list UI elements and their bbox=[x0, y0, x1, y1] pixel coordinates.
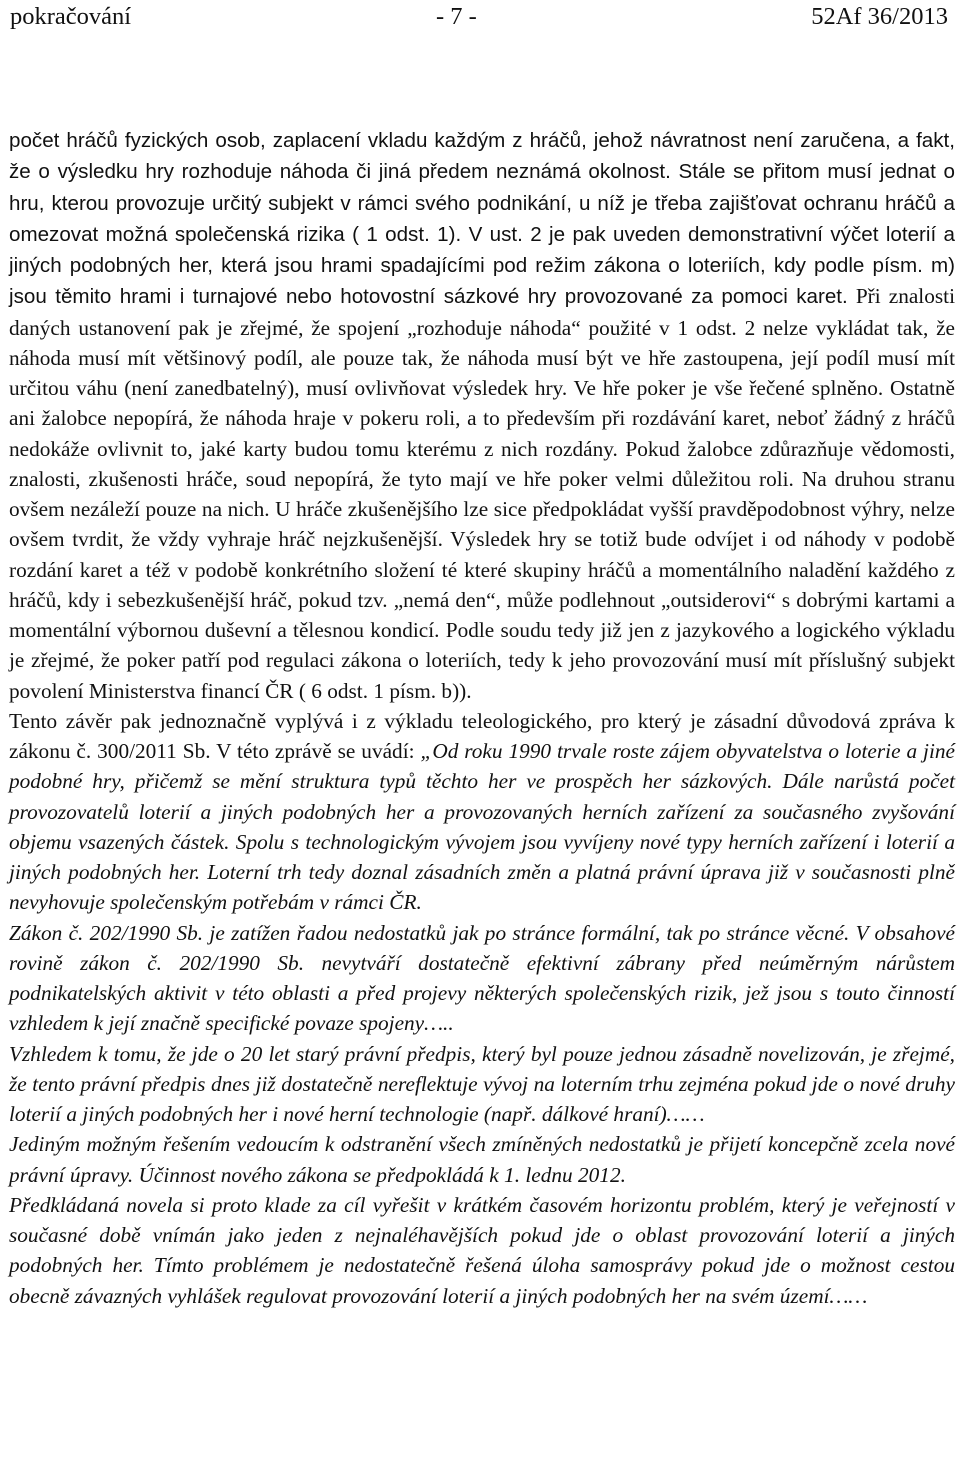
paragraph-run: Vzhledem k tomu, že jde o 20 let starý právní předpis, který byl pouze jednou zásadně novelizován, je zřejmé, že tento právní předpis dnes již dostatečně nereflektuje vývoj na loterním trhu zejména pokud jde o nové druhy loterií a jiných podobných her i nové herní technologie (např. dálkové hraní)…… bbox=[9, 1041, 955, 1126]
paragraph-run: Při znalosti daných ustanovení pak je zřejmé, že spojení „rozhoduje náhoda“ použité v 1 odst. 2 nelze vykládat tak, že náhoda musí mít většinový podíl, ale pouze tak, že náhoda musí být ve hře zastoupena, její podíl musí mít určitou váhu (není zanedbatelný), musí ovlivňovat výsledek hry. Ve hře poker je vše řečené splněno. Ostatně ani žalobce nepopírá, že náhoda hraje v pokeru roli, a to především při rozdávání karet, neboť žádný z hráčů nedokáže ovlivnit to, jaké karty budou tomu kterému z nich rozdány. Pokud žalobce zdůrazňuje vědomosti, znalosti, zkušenosti hráče, soud nepopírá, že tyto mají ve hře poker velmi důležitou roli. Na druhou stranu ovšem nezáleží pouze na nich. U hráče zkušenějšího lze sice předpokládat vyšší pravděpodobnost výhry, nelze ovšem tvrdit, že vždy vyhraje hráč nejzkušenější. Výsledek hry se totiž bude odvíjet i od náhody v podobě rozdání karet a též v podobě konkrétního složení té které skupiny hráčů a momentálního naladění každého z hráčů, kdy i sebezkušenější hráč, pokud tzv. „nemá den“, může podlehnout „outsiderovi“ s dobrými kartami a momentální výbornou duševní a tělesnou kondicí. Podle soudu tedy již jen z jazykového a logického výkladu je zřejmé, že poker patří pod regulaci zákona o loteriích, tedy k jeho provozování musí mít příslušný subjekt povolení Ministerstva financí ČR ( 6 odst. 1 písm. b)). bbox=[9, 284, 955, 703]
header-page-number: - 7 - bbox=[436, 3, 477, 30]
paragraph-legal-reasoning bbox=[9, 125, 955, 706]
paragraph-run: Jediným možným řešením vedoucím k odstranění všech zmíněných nedostatků je přijetí koncepčně zcela nové právní úpravy. Účinnost nového zákona se předpokládá k 1. lednu 2012. bbox=[9, 1132, 955, 1187]
paragraph-quote-old-law bbox=[9, 1039, 955, 1130]
paragraph-quote-new-regulation bbox=[9, 1129, 955, 1190]
paragraph-run: Předkládaná novela si proto klade za cíl vyřešit v krátkém časovém horizontu problém, který je veřejností v současné době vnímán jako jeden z nejnaléhavějších pokud jde o oblast provozování loterií a jiných podobných her. Tímto problémem je nedostatečně řešená úloha samosprávy pokud jde o možnost cestou obecně závazných vyhlášek regulovat provozování loterií a jiných podobných her na svém území…… bbox=[9, 1192, 955, 1308]
paragraph-quote-run: „Od roku 1990 trvale roste zájem obyvatelstva o loterie a jiné podobné hry, přičemž se mění struktura typů těchto her ve prospěch her sázkových. Dále narůstá počet provozovatelů loterií a jiných podobných her a provozovaných herních zařízení za současného zvyšování objemu vsazených částek. Spolu s technologickým vývojem jsou vyvíjeny nové typy herních zařízení i loterií a jiných podobných her. Loterní trh tedy doznal zásadních změn a platná právní úprava již v současnosti plně nevyhovuje společenským potřebám v rámci ČR. bbox=[9, 739, 955, 915]
page-header bbox=[10, 2, 948, 32]
header-case-number: 52Af 36/2013 bbox=[811, 3, 948, 30]
paragraph-quote-law-202 bbox=[9, 918, 955, 1039]
paragraph-teleological bbox=[9, 706, 955, 918]
paragraph-run: Tento závěr pak jednoznačně vyplývá i z výkladu teleologického, pro který je zásadní důvodová zpráva k zákonu č. 300/2011 Sb. V této zprávě se uvádí: bbox=[9, 708, 955, 763]
paragraph-run: počet hráčů fyzických osob, zaplacení vkladu každým z hráčů, jehož návratnost není zaručena, a fakt, že o výsledku hry rozhoduje náhoda či jiná předem neznámá okolnost. Stále se přitom musí jednat o hru, kterou provozuje určitý subjekt v rámci svého podnikání, u níž je třeba zajišťovat ochranu hráčů a omezovat možná společenská rizika ( 1 odst. 1). V ust. 2 je pak uveden demonstrativní výčet loterií a jiných podobných her, která jsou hrami spadajícími pod režim zákona o loteriích, kdy podle písm. m) jsou těmito hrami i turnajové nebo hotovostní sázkové hry provozované za pomoci karet. bbox=[9, 129, 955, 309]
header-continuation-label: pokračování bbox=[10, 3, 132, 30]
document-body bbox=[9, 125, 955, 1311]
paragraph-quote-amendment bbox=[9, 1190, 955, 1311]
paragraph-run: Zákon č. 202/1990 Sb. je zatížen řadou nedostatků jak po stránce formální, tak po stránce věcné. V obsahové rovině zákon č. 202/1990 Sb. nevytváří dostatečně efektivní zábrany před neúměrným nárůstem podnikatelských aktivit v této oblasti a před projevy některých společenských rizik, jež jsou s touto činností vzhledem k její značně specifické povaze spojeny….. bbox=[9, 920, 955, 1036]
